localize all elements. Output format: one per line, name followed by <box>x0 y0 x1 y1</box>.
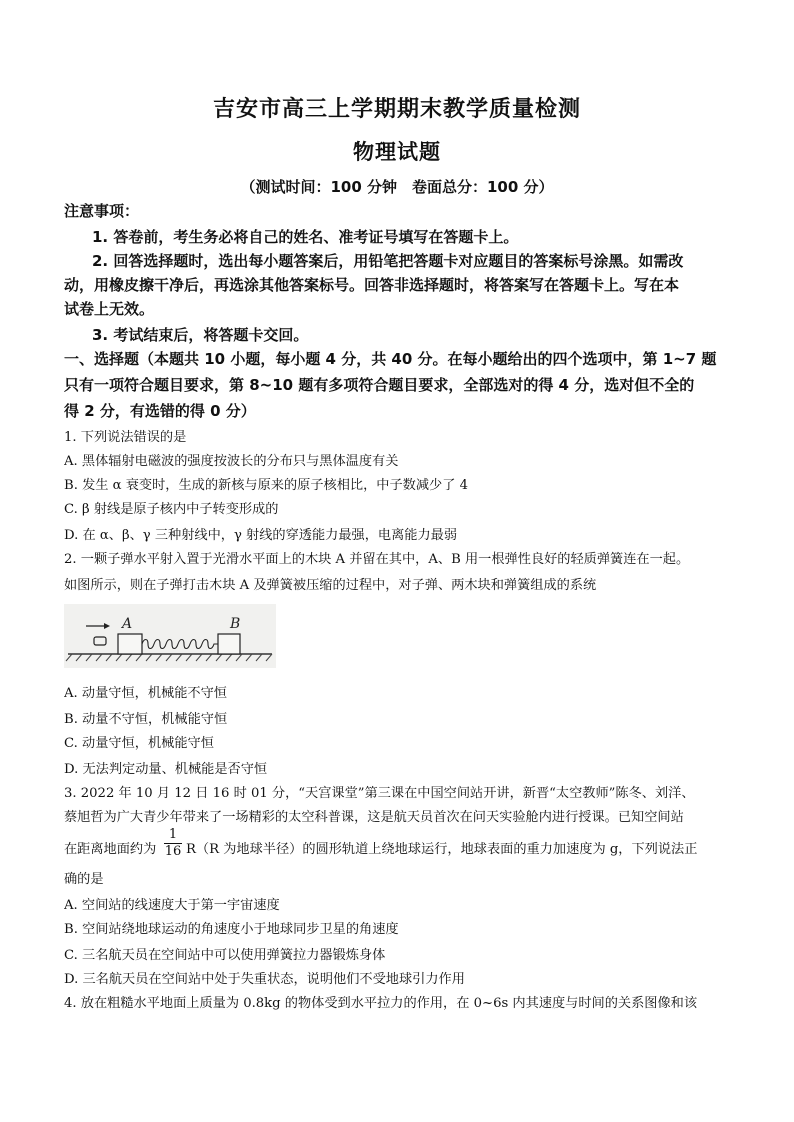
q2-stem-line-1: 2. 一颗子弹水平射入置于光滑水平面上的木块 A 并留在其中，A、B 用一根弹性良好的轻质弹簧连在一起。 <box>64 552 690 567</box>
velocity-arrowhead <box>104 623 110 629</box>
q2-option-d: D. 无法判定动量、机械能是否守恒 <box>64 762 268 777</box>
notice-item-1: 1. 答卷前，考生务必将自己的姓名、准考证号填写在答题卡上。 <box>92 228 519 246</box>
fraction-denominator: 16 <box>164 844 182 859</box>
q3-stem-line-3-suffix: R（R 为地球半径）的圆形轨道上绕地球运行，地球表面的重力加速度为 g，下列说法正 <box>186 842 698 857</box>
notice-item-2-line-1: 2. 回答选择题时，选出每小题答案后，用铅笔把答题卡对应题目的答案标号涂黑。如需改 <box>92 252 684 270</box>
q3-option-b: B. 空间站绕地球运动的角速度小于地球同步卫星的角速度 <box>64 922 399 937</box>
q2-option-b: B. 动量不守恒，机械能守恒 <box>64 712 228 727</box>
section-1-heading-line-3: 得 2 分，有选错的得 0 分） <box>64 402 256 420</box>
spring-block-diagram <box>64 604 276 668</box>
q3-option-c: C. 三名航天员在空间站中可以使用弹簧拉力器锻炼身体 <box>64 948 386 963</box>
block-a-label: A <box>122 616 133 632</box>
exam-title: 吉安市高三上学期期末教学质量检测 <box>212 97 581 122</box>
q2-option-a: A. 动量守恒，机械能不守恒 <box>64 686 227 701</box>
q1-option-d: D. 在 α、β、γ 三种射线中，γ 射线的穿透能力最强，电离能力最弱 <box>64 528 458 543</box>
q4-stem-line-1: 4. 放在粗糙水平地面上质量为 0.8kg 的物体受到水平拉力的作用，在 0~6s 内其速度与时间的关系图像和该 <box>64 996 698 1011</box>
q1-option-b: B. 发生 α 衰变时，生成的新核与原来的原子核相比，中子数减少了 4 <box>64 478 469 493</box>
q1-option-c: C. β 射线是原子核内中子转变形成的 <box>64 502 279 517</box>
q2-option-c: C. 动量守恒，机械能守恒 <box>64 736 214 751</box>
q1-option-a: A. 黑体辐射电磁波的强度按波长的分布只与黑体温度有关 <box>64 454 399 469</box>
q3-stem-line-4: 确的是 <box>64 872 104 887</box>
notice-heading: 注意事项： <box>64 202 140 220</box>
notice-item-2-line-3: 试卷上无效。 <box>64 300 155 318</box>
spring-block-figure <box>64 604 276 668</box>
q3-stem-line-2: 蔡旭哲为广大青少年带来了一场精彩的太空科普课，这是航天员首次在问天实验舱内进行授课。已知空间站 <box>64 810 684 825</box>
notice-item-3: 3. 考试结束后，将答题卡交回。 <box>92 326 309 344</box>
block-b <box>218 634 240 654</box>
q3-option-d: D. 三名航天员在空间站中处于失重状态，说明他们不受地球引力作用 <box>64 972 465 987</box>
q3-option-a: A. 空间站的线速度大于第一宇宙速度 <box>64 898 280 913</box>
ground-hatching <box>66 654 272 661</box>
notice-item-2-line-2: 动，用橡皮擦干净后，再选涂其他答案标号。回答非选择题时，将答案写在答题卡上。写在本 <box>64 276 680 294</box>
exam-info: （测试时间：100 分钟 卷面总分：100 分） <box>240 178 554 196</box>
q1-stem: 1. 下列说法错误的是 <box>64 430 187 445</box>
fraction-one-sixteenth <box>164 827 182 860</box>
section-1-heading-line-1: 一、选择题（本题共 10 小题，每小题 4 分，共 40 分。在每小题给出的四个选项中，第 1~7 题 <box>64 350 717 368</box>
q3-stem-line-3-prefix: 在距离地面约为 <box>64 842 157 857</box>
spring <box>142 640 218 649</box>
section-1-heading-line-2: 只有一项符合题目要求，第 8~10 题有多项符合题目要求，全部选对的得 4 分，选对但不全的 <box>64 376 695 394</box>
block-a <box>118 634 142 654</box>
bullet <box>94 637 106 645</box>
block-b-label: B <box>230 616 241 632</box>
q2-stem-line-2: 如图所示，则在子弹打击木块 A 及弹簧被压缩的过程中，对子弹、两木块和弹簧组成的系统 <box>64 578 597 593</box>
exam-subtitle: 物理试题 <box>353 140 441 164</box>
fraction-numerator: 1 <box>164 827 182 844</box>
q3-stem-line-1: 3. 2022 年 10 月 12 日 16 时 01 分，“天宫课堂”第三课在中国空间站开讲，新晋“太空教师”陈冬、刘洋、 <box>64 786 695 801</box>
